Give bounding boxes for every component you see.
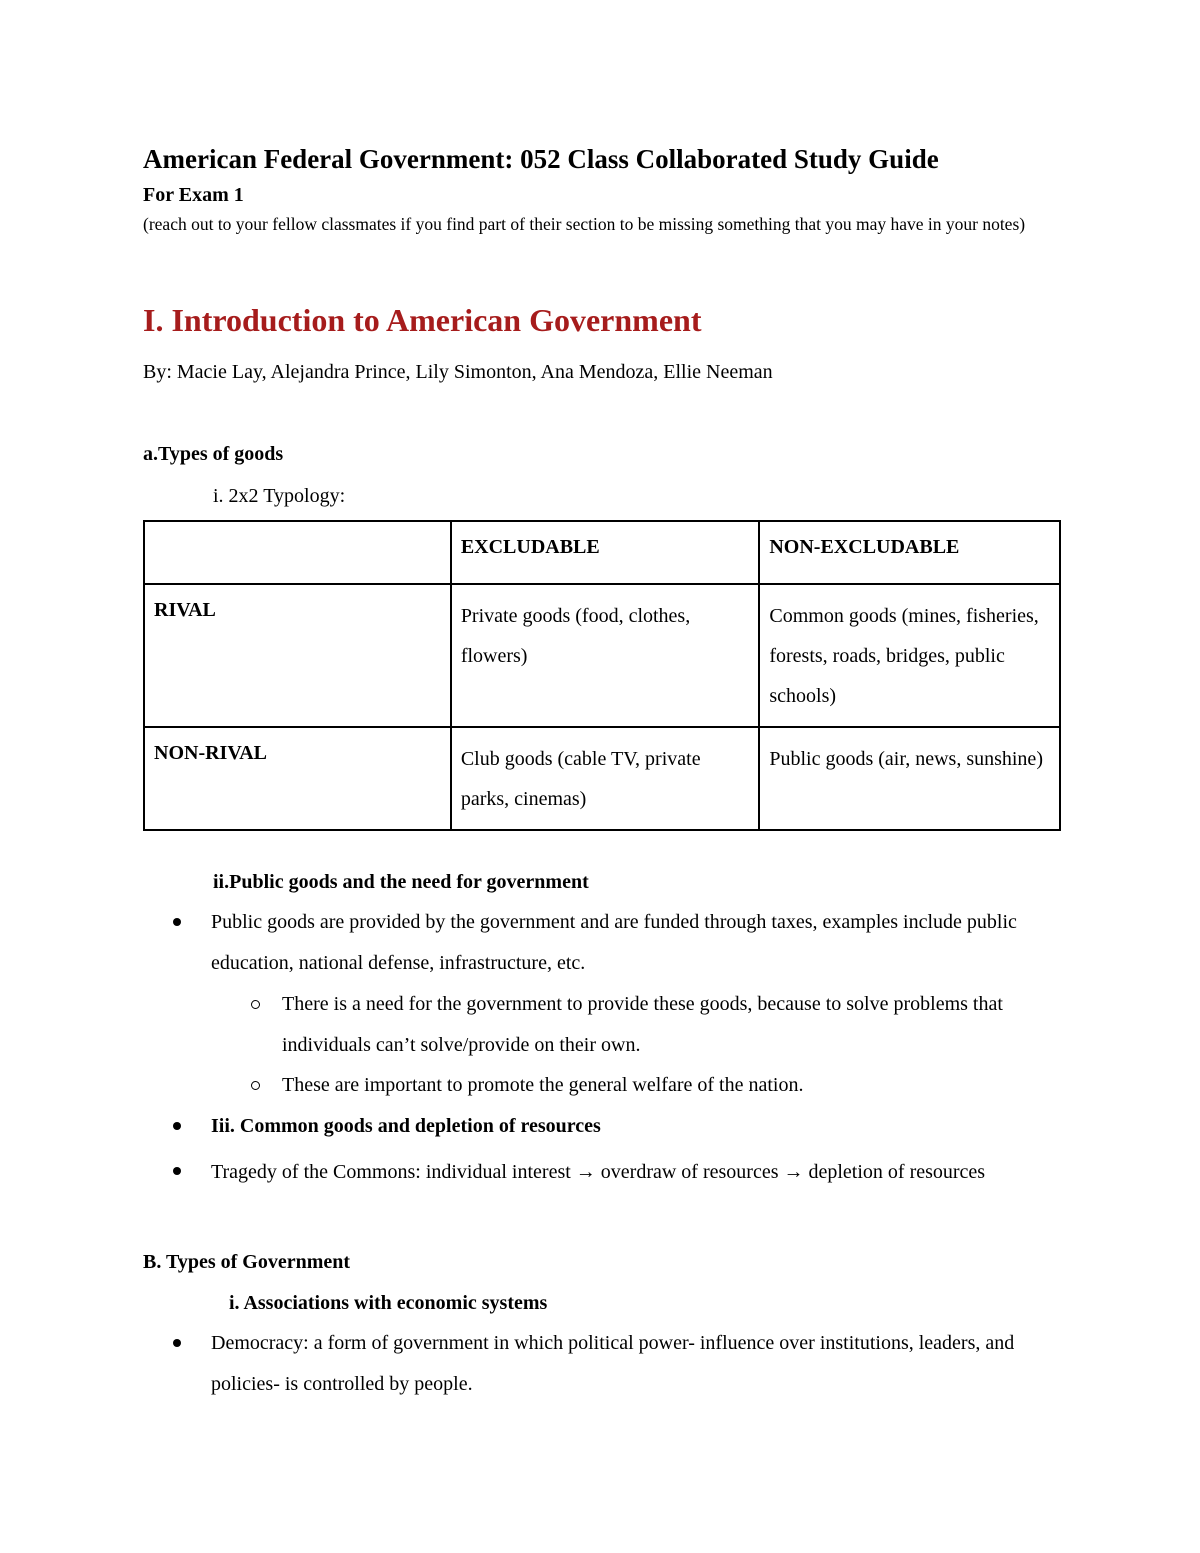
typology-label: i. 2x2 Typology:	[213, 485, 346, 507]
cell-common-goods: Common goods (mines, fisheries, forests, roads, bridges, public schools)	[759, 584, 1060, 727]
subsection-types-of-government: B. Types of Government	[143, 1251, 351, 1273]
bullet-text: Iii. Common goods and depletion of resources	[211, 1115, 601, 1137]
table-corner-cell	[144, 521, 451, 584]
bullet-text: These are important to promote the general welfare of the nation.	[282, 1074, 804, 1096]
list-item	[211, 1323, 1061, 1405]
table-header-row	[144, 521, 1060, 584]
header-non-excludable: NON-EXCLUDABLE	[759, 521, 1060, 584]
bullet-text: Tragedy of the Commons: individual interest → overdraw of resources → depletion of resources	[211, 1161, 986, 1183]
hollow-bullet-icon	[251, 1000, 260, 1009]
bullet-icon	[173, 1167, 181, 1175]
exam-subtitle: For Exam 1	[143, 184, 244, 206]
list-item	[282, 1065, 1062, 1106]
goods-typology-table	[143, 520, 1061, 831]
cell-club-goods: Club goods (cable TV, private parks, cinemas)	[451, 727, 760, 830]
list-item	[282, 984, 1062, 1066]
header-excludable: EXCLUDABLE	[451, 521, 760, 584]
document-title: American Federal Government: 052 Class Collaborated Study Guide	[143, 144, 939, 174]
cell-private-goods: Private goods (food, clothes, flowers)	[451, 584, 760, 727]
subsection-public-goods: ii.Public goods and the need for government	[213, 871, 589, 893]
row-label-rival: RIVAL	[144, 584, 451, 727]
cell-public-goods: Public goods (air, news, sunshine)	[759, 727, 1060, 830]
bullet-text: There is a need for the government to provide these goods, because to solve problems that individuals can’t solve/provide on their own.	[282, 993, 1003, 1056]
row-label-non-rival: NON-RIVAL	[144, 727, 451, 830]
table-row	[144, 584, 1060, 727]
instruction-note: (reach out to your fellow classmates if you find part of their section to be missing something that you may have in your notes)	[143, 214, 1026, 234]
bullet-icon	[173, 1339, 181, 1347]
bullet-icon	[173, 918, 181, 926]
list-item	[211, 902, 1061, 984]
table-row	[144, 727, 1060, 830]
bullet-text: Public goods are provided by the government and are funded through taxes, examples include public education, national defense, infrastructure, etc.	[211, 911, 1017, 974]
bullet-icon	[173, 1122, 181, 1130]
subsection-economic-systems: i. Associations with economic systems	[229, 1292, 548, 1314]
section-heading: I. Introduction to American Government	[143, 302, 702, 338]
hollow-bullet-icon	[251, 1081, 260, 1090]
subsection-types-of-goods: a.Types of goods	[143, 443, 284, 465]
bullet-text: Democracy: a form of government in which political power- influence over institutions, leaders, and policies- is controlled by people.	[211, 1332, 1015, 1395]
list-item	[211, 1106, 1061, 1147]
section-authors: By: Macie Lay, Alejandra Prince, Lily Simonton, Ana Mendoza, Ellie Neeman	[143, 361, 773, 383]
list-item	[211, 1148, 1061, 1196]
